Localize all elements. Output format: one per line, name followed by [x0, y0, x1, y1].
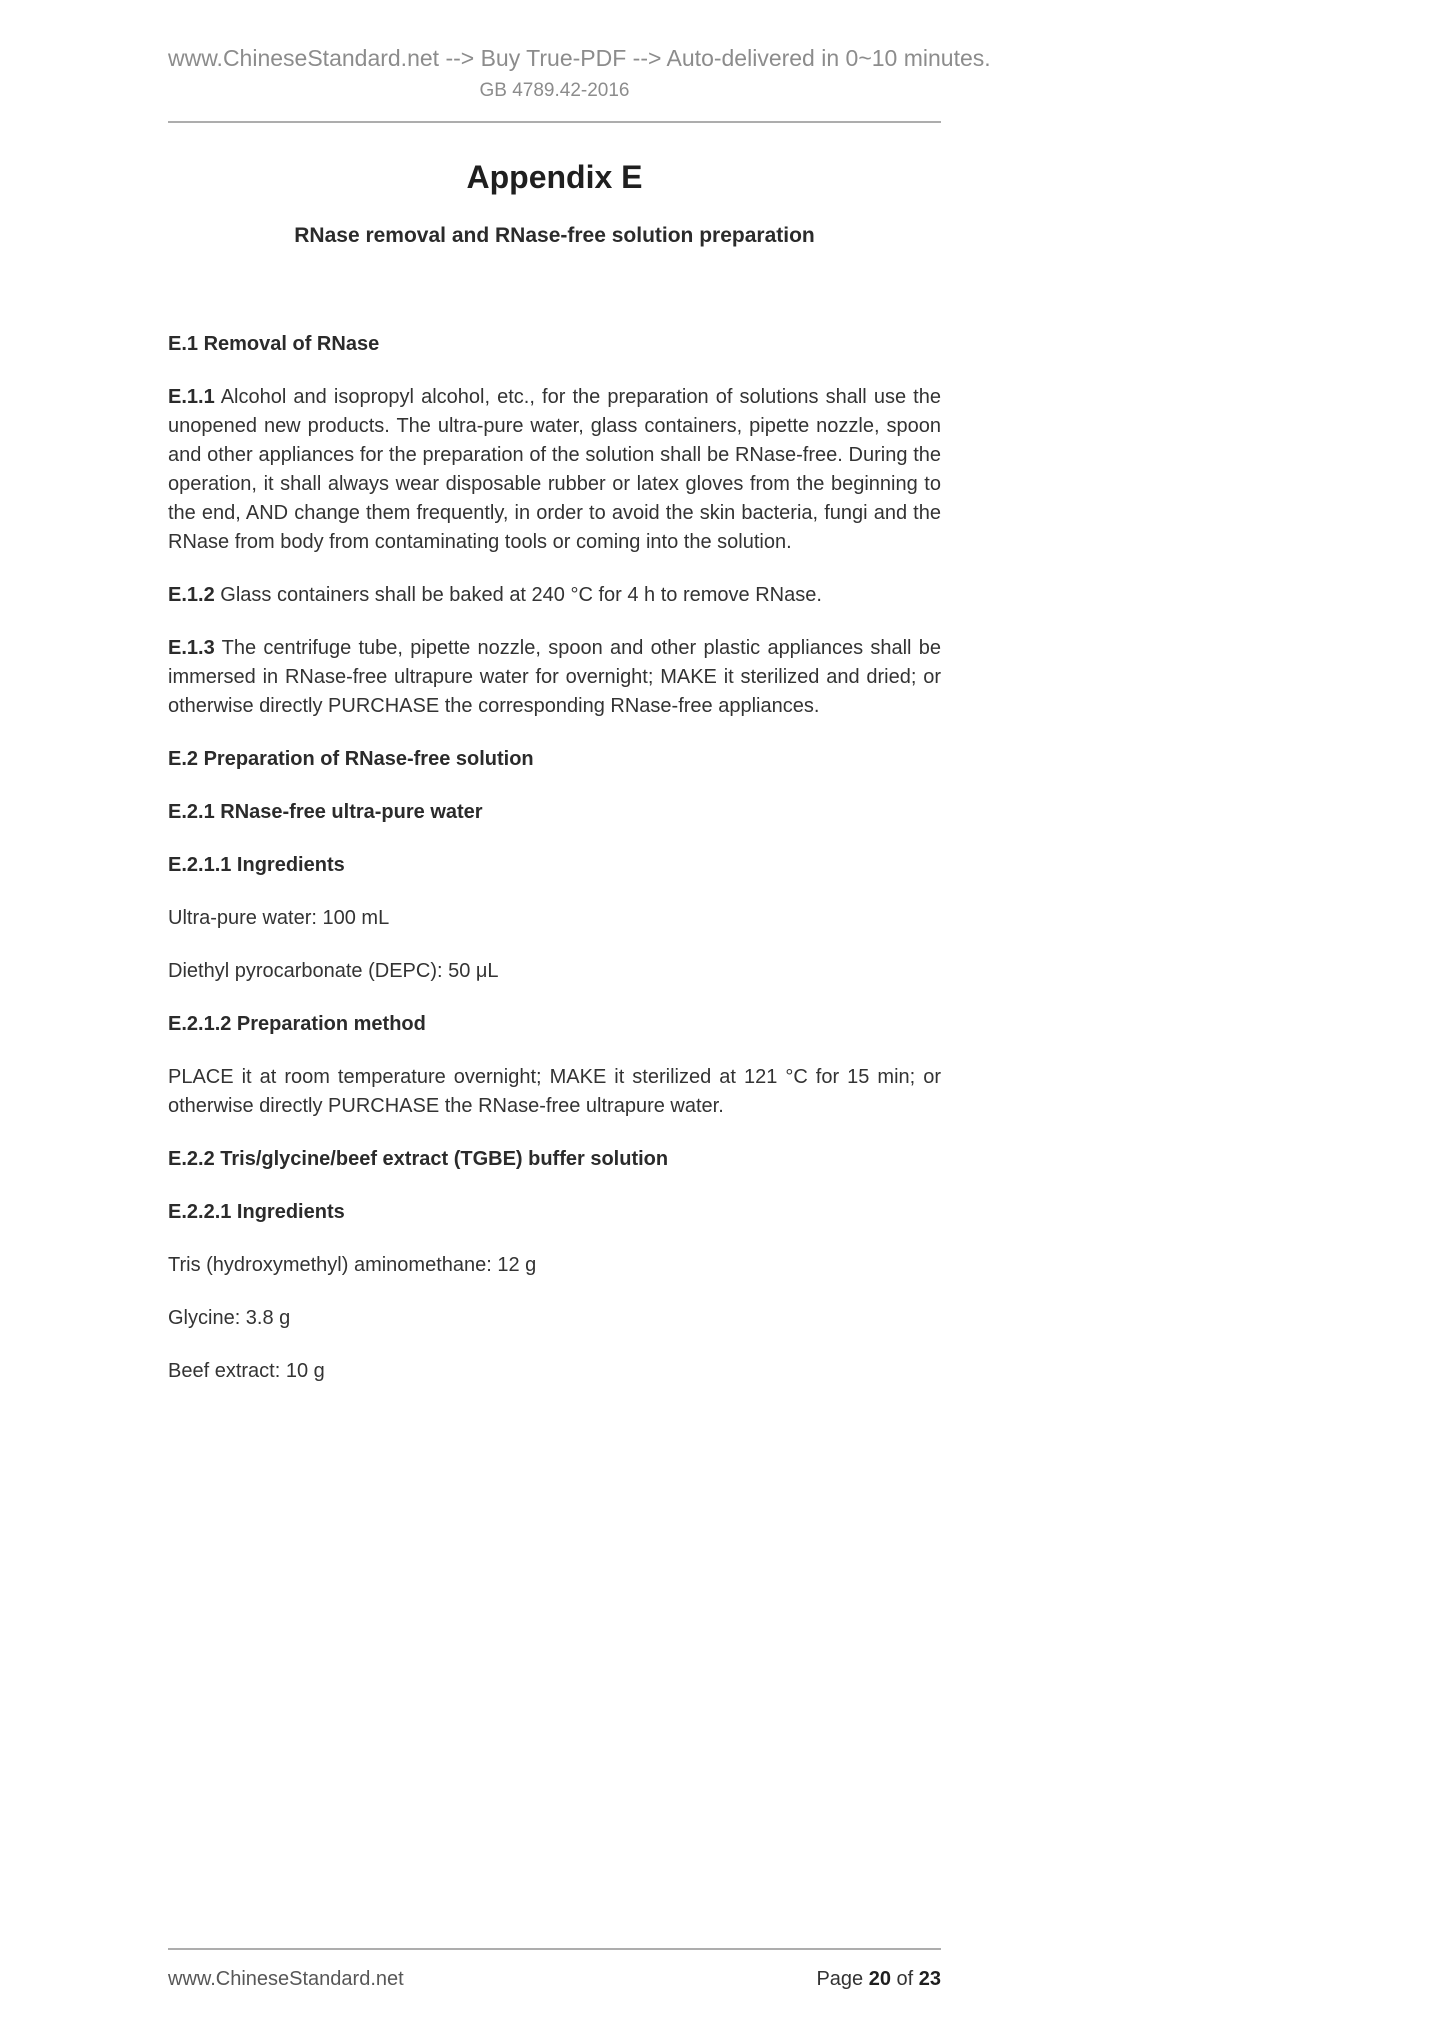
ingredient-glycine — [168, 1304, 941, 1333]
header-divider — [168, 121, 941, 123]
page-total: 23 — [918, 1968, 941, 1990]
clause-text: Alcohol and isopropyl alcohol, etc., for the preparation of solutions shall use the unopened new products. The ultra-pure water, glass containers, pipette nozzle, spoon and other appliances for the preparation of the solution shall be RNase-free. During the operation, it shall always wear disposable rubber or latex gloves from the beginning to the end, AND change them frequently, in order to avoid the skin bacteria, fungi and the RNase from body from contaminating tools or coming into the solution. — [168, 386, 941, 553]
footer-divider — [168, 1948, 941, 1950]
section-heading-e2: E.2 Preparation of RNase-free solution — [168, 748, 534, 770]
appendix-subtitle: RNase removal and RNase-free solution preparation — [294, 224, 815, 247]
preparation-method-text — [168, 1063, 941, 1121]
page-indicator — [816, 1966, 941, 1992]
ingredient-depc — [168, 957, 941, 986]
clause-number: E.1.2 — [168, 584, 215, 606]
ingredient-tris — [168, 1251, 941, 1280]
ingredient-beef-extract — [168, 1357, 941, 1386]
page-of-label: of — [890, 1968, 919, 1990]
paragraph-text: Glycine: 3.8 g — [168, 1307, 291, 1329]
section-heading-e2-1: E.2.1 RNase-free ultra-pure water — [168, 801, 483, 823]
appendix-title: Appendix E — [466, 159, 643, 195]
paragraph-text: Tris (hydroxymethyl) aminomethane: 12 g — [168, 1254, 537, 1276]
paragraph-text: Ultra-pure water: 100 mL — [168, 907, 390, 929]
paragraph-text: Beef extract: 10 g — [168, 1360, 325, 1382]
section-heading-e2-2: E.2.2 Tris/glycine/beef extract (TGBE) buffer solution — [168, 1148, 669, 1170]
footer-row — [168, 1966, 941, 1992]
content-column — [168, 0, 991, 1386]
clause-e1-2 — [168, 581, 941, 610]
clause-e1-1 — [168, 383, 941, 557]
page-footer — [168, 1948, 941, 1992]
section-heading-e2-2-1: E.2.2.1 Ingredients — [168, 1201, 345, 1223]
section-heading-e2-1-2: E.2.1.2 Preparation method — [168, 1013, 426, 1035]
section-heading-e2-1-1: E.2.1.1 Ingredients — [168, 854, 345, 876]
section-heading-e1: E.1 Removal of RNase — [168, 333, 380, 355]
clause-number: E.1.1 — [168, 386, 215, 408]
clause-text: The centrifuge tube, pipette nozzle, spoon and other plastic appliances shall be immersed in RNase-free ultrapure water for overnight; MAKE it sterilized and dried; or otherwise directly PURCHASE the corresponding RNase-free appliances. — [168, 637, 941, 717]
paragraph-text: Diethyl pyrocarbonate (DEPC): 50 μL — [168, 960, 499, 982]
clause-number: E.1.3 — [168, 637, 215, 659]
clause-text: Glass containers shall be baked at 240 °C for 4 h to remove RNase. — [214, 584, 822, 606]
clause-e1-3 — [168, 634, 941, 721]
page-number: 20 — [868, 1968, 891, 1990]
page-label: Page — [816, 1968, 869, 1990]
footer-site-link: www.ChineseStandard.net — [168, 1968, 404, 1990]
ingredient-ultrapure-water — [168, 904, 941, 933]
paragraph-text: PLACE it at room temperature overnight; MAKE it sterilized at 121 °C for 15 min; or otherwise directly PURCHASE the RNase-free ultrapure water. — [168, 1066, 941, 1117]
header-standard-code: GB 4789.42-2016 — [479, 80, 630, 101]
header-banner: www.ChineseStandard.net --> Buy True-PDF --> Auto-delivered in 0~10 minutes. — [168, 45, 991, 71]
page-header — [168, 0, 991, 103]
